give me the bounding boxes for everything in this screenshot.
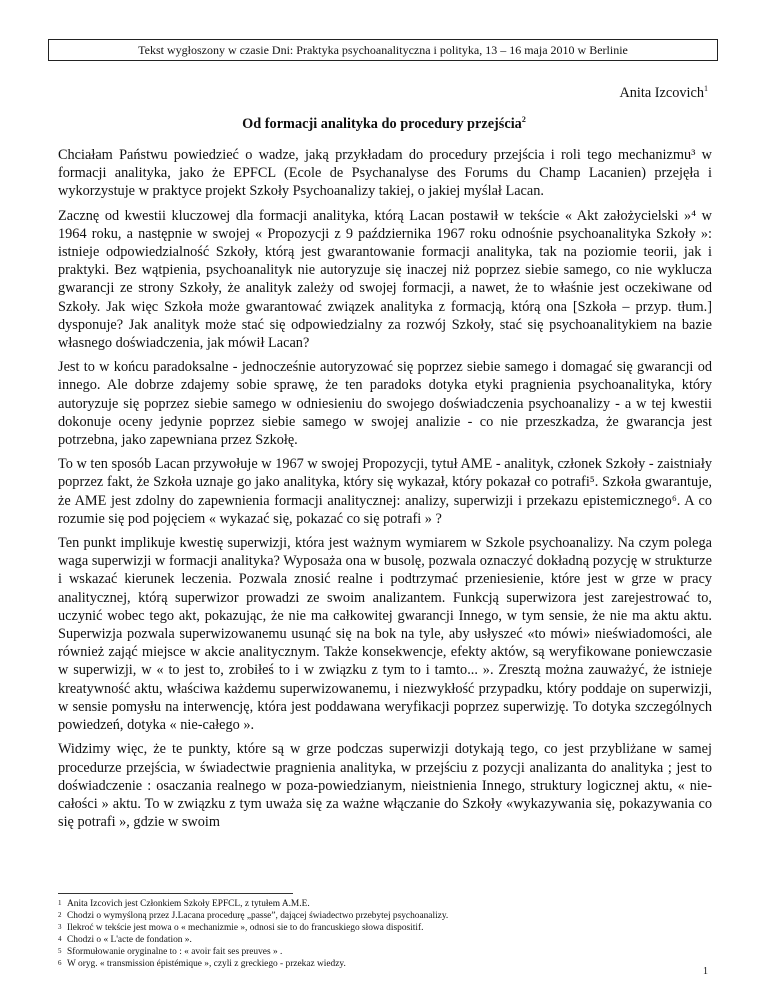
footnote <box>58 922 718 934</box>
footnote <box>58 946 718 958</box>
running-header: Tekst wygłoszony w czasie Dni: Praktyka psychoanalityczna i polityka, 13 – 16 maja 2010 w Berlinie <box>48 39 718 61</box>
footnote-text: W oryg. « transmission épistémique », czyli z greckiego - przekaz wiedzy. <box>67 959 346 969</box>
footnote-text: Sformułowanie oryginalne to : « avoir fait ses preuves » . <box>67 947 283 957</box>
footnote-number: 5 <box>58 947 62 955</box>
footnotes <box>58 898 718 970</box>
paragraph: Widzimy więc, że te punkty, które są w grze podczas superwizji dotykają tego, co jest przybliżane w samej procedurze przejścia, w świadectwie pragnienia analityka, w przejściu z pozycji analizanta do analityka ; jest to doświadczenie : osaczania realnego w poza-powiedzianym, nieistnienia Innego, struktury logicznej aktu, « nie-całości » aktu. To w związku z tym uważa się za ważne włączanie do Szkoły «wykazywania się, pokazywania co się potrafi », gdzie w swoim <box>58 741 712 831</box>
author-name: Anita Izcovich <box>619 85 704 101</box>
body-text <box>58 146 712 837</box>
footnote-text: Chodzi o « L'acte de fondation ». <box>67 935 192 945</box>
paragraph: Jest to w końcu paradoksalne - jednocześnie autoryzować się poprzez siebie samego i domagać się gwarancji od innego. Ale dobrze zdajemy sobie sprawę, że ten paradoks dotyka etyki pragnienia psychoanalityka, który autoryzuje się poprzez siebie samego w odniesieniu do swojego doświadczenia psychoanalizy - a w tej kwestii dokonuje oceny jedynie poprzez siebie samego w swojej analizie - co nie przeszkadza, że gwarancja jest potrzebna, jako zapewniana przez Szkołę. <box>58 359 712 449</box>
footnote-number: 1 <box>58 899 62 907</box>
author-footnote-ref: 1 <box>704 84 708 94</box>
paragraph: Ten punkt implikuje kwestię superwizji, która jest ważnym wymiarem w Szkole psychoanalizy. Na czym polega waga superwizji w formacji analityka? Wyposaża ona w busolę, pozwala oznaczyć dokładną pozycję w strukturze i wskazać kierunek leczenia. Pozwala znosić realne i podtrzymać przeniesienie, które jest w grze w pracy analitycznej, którą superwizor prowadzi ze swoim analizantem. Funkcją superwizora jest zarejestrować to, uczynić wobec tego akt, pokazując, że nie ma całkowitej gwarancji Innego, w tym sensie, że nie ma aktu aktu. Superwizja pozwala superwizowanemu usunąć się na bok na tyle, aby usłyszeć «to mówi» nieświadomości, ale również zająć miejsce w akcie analitycznym. Także konsekwencje, efekty aktów, są weryfikowane poniewczasie w superwizji, w « to jest to, zrobiłeś to i w związku z tym to i tamto... ». Zresztą można zauważyć, że istnieje kreatywność aktu, właściwa każdemu superwizowanemu, i niezwykłość przypadku, który poddaje on superwizji, w sensie pomysłu na interwencję, która jest poddawana weryfikacji poprzez superwizję. To dotyka szczególnych powiedzeń, dotyka « nie-całego ». <box>58 535 712 734</box>
footnote <box>58 934 718 946</box>
footnote-number: 4 <box>58 935 62 943</box>
title-text: Od formacji analityka do procedury przejścia <box>242 116 522 132</box>
footnote-separator <box>58 893 293 894</box>
footnote <box>58 910 718 922</box>
footnote-number: 2 <box>58 911 62 919</box>
paragraph: Chciałam Państwu powiedzieć o wadze, jaką przykładam do procedury przejścia i roli tego mechanizmu³ w formacji analityka, jako że EPFCL (Ecole de Psychanalyse des Forums du Champ Lacanien) przejęła i wykorzystuje w praktyce projekt Szkoły Psychoanalizy takiej, o jakiej myślał Lacan. <box>58 147 712 200</box>
author-line <box>619 85 708 102</box>
footnote <box>58 958 718 970</box>
footnote-number: 3 <box>58 923 62 931</box>
footnote-number: 6 <box>58 959 62 967</box>
paragraph: Zacznę od kwestii kluczowej dla formacji analityka, którą Lacan postawił w tekście « Akt założycielski »⁴ w 1964 roku, a następnie w swojej « Propozycji z 9 października 1967 roku odnośnie psychoanalityka Szkoły »: istnieje odpowiedzialność Szkoły, którą jest gwarantowanie formacji analityka, tak na poziomie teorii, jak i praktyki. Bez wątpienia, psychoanalityk nie autoryzuje się inaczej niż poprzez siebie samego, co nie wyklucza gwarancji ze strony Szkoły, że analityk zależy od swojej formacji, a nawet, że to właśnie jest oczekiwane od Szkoły. Jak więc Szkoła może gwarantować związek analityka z formacją, którą ona [Szkoła – przyp. tłum.] dysponuje? Jak analityk może stać się odpowiedzialny za rozwój Szkoły, stać się psychoanalitykiem na bazie własnego doświadczenia, jak mówił Lacan? <box>58 207 712 352</box>
footnote <box>58 898 718 910</box>
paragraph: To w ten sposób Lacan przywołuje w 1967 w swojej Propozycji, tytuł AME - analityk, członek Szkoły - zaistniały poprzez fakt, że Szkoła uznaje go jako analityka, który się wykazał, który pokazał co potrafi⁵. Szkoła gwarantuje, że AME jest zdolny do zapewnienia formacji analitycznej: analizy, superwizji i przekazu epistemicznego⁶. A co rozumie się pod pojęciem « wykazać się, pokazać co się potrafi » ? <box>58 456 712 527</box>
footnote-text: Anita Izcovich jest Członkiem Szkoły EPFCL, z tytułem A.M.E. <box>67 899 310 909</box>
footnote-text: Chodzi o wymyśloną przez J.Lacana procedurę „passe”, dającej świadectwo przebytej psychoanalizy. <box>67 911 449 921</box>
footnote-text: Ilekroć w tekście jest mowa o « mechanizmie », odnosi sie to do francuskiego słowa dispositif. <box>67 923 424 933</box>
page-number: 1 <box>703 966 708 977</box>
document-title <box>0 116 768 133</box>
title-footnote-ref: 2 <box>521 115 526 125</box>
